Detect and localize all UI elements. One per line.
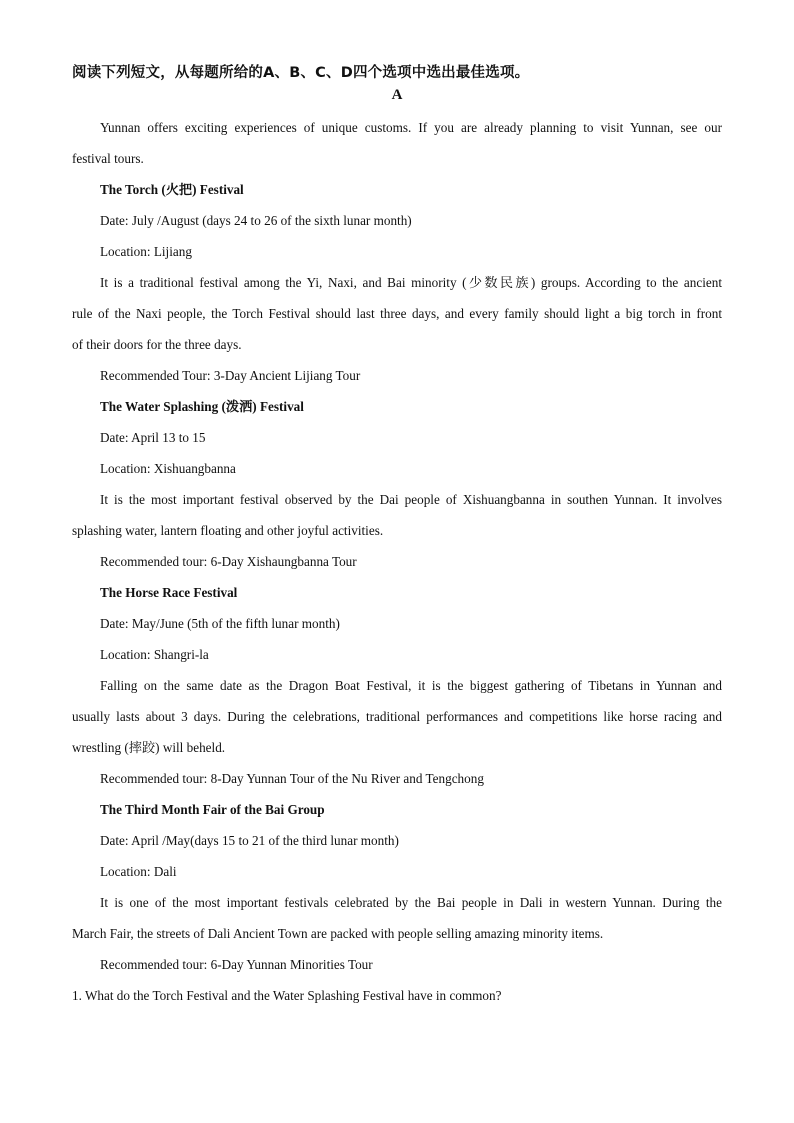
festival-desc-line: wrestling (摔跤) will beheld.: [72, 740, 226, 755]
festival-tour: Recommended tour: 6-Day Yunnan Minorities Tour: [100, 957, 373, 972]
festival-tour: Recommended tour: 8-Day Yunnan Tour of the Nu River and Tengchong: [100, 771, 484, 786]
festival-title: The Horse Race Festival: [100, 585, 238, 600]
festival-title: The Torch (火把) Festival: [100, 182, 244, 197]
section-label: A: [391, 87, 403, 103]
festival-date: Date: April /May(days 15 to 21 of the third lunar month): [100, 833, 399, 848]
intro-line: festival tours.: [72, 151, 144, 166]
festival-block: [72, 794, 722, 980]
festival-location: Location: Lijiang: [100, 244, 192, 259]
festival-desc-line: March Fair, the streets of Dali Ancient Town are packed with people selling amazing minority items.: [72, 926, 604, 941]
festival-tour: Recommended Tour: 3-Day Ancient Lijiang Tour: [100, 368, 361, 383]
festival-title: The Water Splashing (泼洒) Festival: [100, 399, 304, 414]
festival-desc-line: Falling on the same date as the Dragon Boat Festival, it is the biggest gathering of Tibetans in Yunnan and: [100, 678, 722, 693]
festival-location: Location: Shangri-la: [100, 647, 209, 662]
festival-block: [72, 577, 722, 794]
festival-desc-line: rule of the Naxi people, the Torch Festival should last three days, and every family should light a big torch in front: [72, 306, 722, 321]
question-1: 1. What do the Torch Festival and the Water Splashing Festival have in common?: [72, 988, 502, 1003]
festival-date: Date: July /August (days 24 to 26 of the sixth lunar month): [100, 213, 412, 228]
festival-desc-line: It is a traditional festival among the Yi, Naxi, and Bai minority (少数民族) groups. According to the ancient: [100, 275, 722, 290]
festival-location: Location: Xishuangbanna: [100, 461, 236, 476]
festival-date: Date: April 13 to 15: [100, 430, 206, 445]
instruction-text: 阅读下列短文，从每题所给的A、B、C、D四个选项中选出最佳选项。: [72, 65, 530, 81]
festival-desc-line: It is the most important festival observed by the Dai people of Xishuangbanna in southen Yunnan. It involves: [100, 492, 722, 507]
festival-tour: Recommended tour: 6-Day Xishaungbanna Tour: [100, 554, 357, 569]
festival-desc-line: splashing water, lantern floating and other joyful activities.: [72, 523, 384, 538]
festival-date: Date: May/June (5th of the fifth lunar month): [100, 616, 340, 631]
festival-desc-line: It is one of the most important festivals celebrated by the Bai people in Dali in western Yunnan. During the: [100, 895, 722, 910]
festival-title: The Third Month Fair of the Bai Group: [100, 802, 325, 817]
intro-line: Yunnan offers exciting experiences of unique customs. If you are already planning to visit Yunnan, see our: [100, 120, 722, 135]
festival-block: [72, 174, 722, 391]
festival-block: [72, 391, 722, 577]
intro-paragraph: [72, 112, 722, 174]
festival-desc-line: usually lasts about 3 days. During the celebrations, traditional performances and competitions like horse racing and: [72, 709, 722, 724]
festival-desc-line: of their doors for the three days.: [72, 337, 242, 352]
festival-location: Location: Dali: [100, 864, 177, 879]
